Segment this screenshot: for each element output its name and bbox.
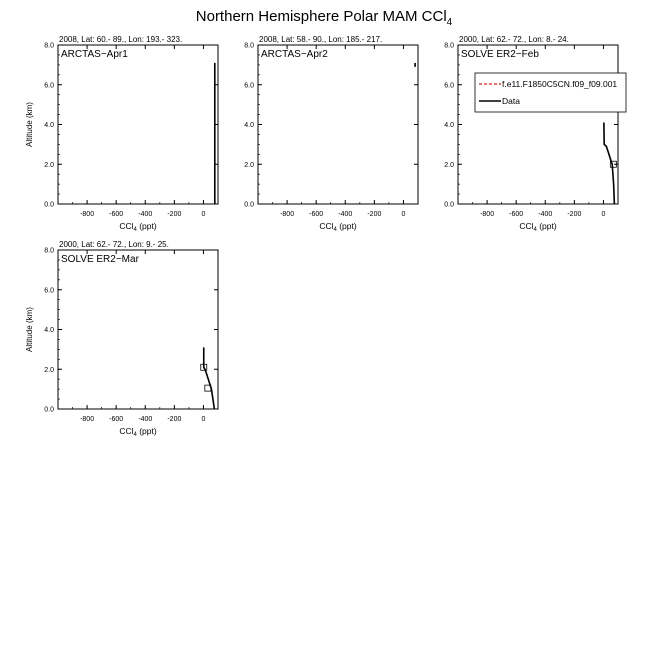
x-tick-label: -400 bbox=[138, 416, 153, 423]
y-tick-label: 2.0 bbox=[44, 366, 54, 374]
x-tick-label: -600 bbox=[309, 211, 324, 218]
y-tick-label: 4.0 bbox=[44, 122, 54, 129]
chart-panel-3 bbox=[444, 35, 626, 233]
plot-frame bbox=[58, 45, 218, 204]
y-tick-label: 6.0 bbox=[44, 287, 54, 295]
chart-panel-2 bbox=[244, 35, 418, 233]
chart-panel-1 bbox=[25, 35, 218, 233]
y-tick-label: 0.0 bbox=[44, 406, 54, 414]
data-series-line bbox=[204, 347, 215, 409]
y-tick-label: 0.0 bbox=[244, 201, 254, 209]
campaign-label: ARCTAS−Apr2 bbox=[261, 49, 328, 60]
campaign-label: ARCTAS−Apr1 bbox=[61, 49, 128, 60]
data-series-line bbox=[604, 123, 614, 204]
x-tick-label: -400 bbox=[338, 211, 353, 218]
y-tick-label: 0.0 bbox=[444, 201, 454, 209]
x-tick-label: -800 bbox=[480, 211, 495, 218]
plot-frame bbox=[58, 250, 218, 409]
x-tick-label: 0 bbox=[401, 211, 406, 218]
figure-title: Northern Hemisphere Polar MAM CCl$_4$ bbox=[195, 8, 453, 28]
y-tick-label: 6.0 bbox=[244, 82, 254, 90]
x-tick-label: -400 bbox=[538, 211, 553, 218]
y-tick-label: 4.0 bbox=[444, 122, 454, 129]
x-axis-label: CCl$_4$ (ppt) bbox=[119, 426, 157, 438]
x-tick-label: -600 bbox=[109, 416, 124, 423]
x-tick-label: -600 bbox=[109, 211, 124, 218]
y-tick-label: 8.0 bbox=[44, 42, 54, 50]
y-tick-label: 8.0 bbox=[44, 247, 54, 255]
campaign-label: SOLVE ER2−Mar bbox=[61, 254, 139, 265]
y-tick-label: 6.0 bbox=[44, 82, 54, 90]
legend-data-label: Data bbox=[502, 96, 520, 106]
x-tick-label: -200 bbox=[367, 211, 382, 218]
y-axis-label: Altitude (km) bbox=[25, 102, 34, 147]
x-tick-label: 0 bbox=[201, 416, 206, 423]
y-tick-label: 4.0 bbox=[244, 122, 254, 129]
chart-panel-4 bbox=[25, 240, 218, 438]
legend-model-label: f.e11.F1850C5CN.f09_f09.001 bbox=[502, 79, 618, 89]
panel-header: 2008, Lat: 58.- 90., Lon: 185.- 217. bbox=[259, 35, 383, 44]
campaign-label: SOLVE ER2−Feb bbox=[461, 49, 539, 60]
x-tick-label: -800 bbox=[80, 416, 95, 423]
x-axis-label: CCl$_4$ (ppt) bbox=[119, 221, 157, 233]
x-tick-label: -200 bbox=[167, 416, 182, 423]
y-tick-label: 0.0 bbox=[44, 201, 54, 209]
y-tick-label: 8.0 bbox=[444, 42, 454, 50]
x-tick-label: 0 bbox=[601, 211, 606, 218]
plot-frame bbox=[458, 45, 618, 204]
x-tick-label: -800 bbox=[80, 211, 95, 218]
plot-frame bbox=[258, 45, 418, 204]
y-tick-label: 2.0 bbox=[44, 161, 54, 169]
x-tick-label: -400 bbox=[138, 211, 153, 218]
panel-header: 2000, Lat: 62.- 72., Lon: 9.- 25. bbox=[59, 240, 169, 249]
y-tick-label: 2.0 bbox=[444, 161, 454, 169]
x-axis-label: CCl$_4$ (ppt) bbox=[319, 221, 357, 233]
x-tick-label: -200 bbox=[167, 211, 182, 218]
panel-header: 2008, Lat: 60.- 89., Lon: 193.- 323. bbox=[59, 35, 183, 44]
y-tick-label: 8.0 bbox=[244, 42, 254, 50]
x-tick-label: 0 bbox=[201, 211, 206, 218]
x-tick-label: -600 bbox=[509, 211, 524, 218]
x-axis-label: CCl$_4$ (ppt) bbox=[519, 221, 557, 233]
y-tick-label: 2.0 bbox=[244, 161, 254, 169]
x-tick-label: -800 bbox=[280, 211, 295, 218]
y-axis-label: Altitude (km) bbox=[25, 307, 34, 352]
y-tick-label: 6.0 bbox=[444, 82, 454, 90]
panel-header: 2000, Lat: 62.- 72., Lon: 8.- 24. bbox=[459, 35, 569, 44]
x-tick-label: -200 bbox=[567, 211, 582, 218]
y-tick-label: 4.0 bbox=[44, 327, 54, 334]
